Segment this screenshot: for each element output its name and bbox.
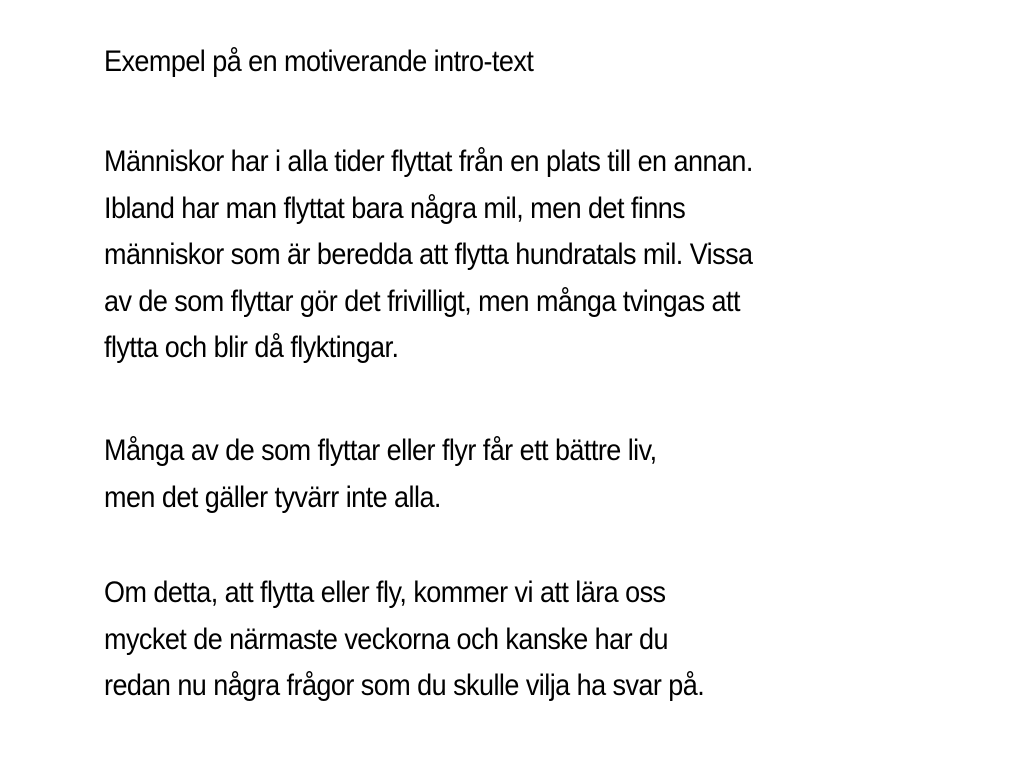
paragraph-line: men det gäller tyvärr inte alla. (104, 480, 441, 514)
paragraph-line: Många av de som flyttar eller flyr får ett bättre liv, (104, 434, 657, 467)
paragraph-line: mycket de närmaste veckorna och kanske har du (104, 622, 669, 656)
paragraph-line: Ibland har man flyttat bara några mil, men det finns (104, 191, 686, 225)
paragraph-line: Människor har i alla tider flyttat från en plats till en annan. (104, 145, 753, 178)
paragraph-1 (104, 139, 753, 372)
paragraph-line: av de som flyttar gör det frivilligt, men många tvingas att (104, 284, 740, 318)
paragraph-line: människor som är beredda att flytta hundratals mil. Vissa (104, 238, 753, 271)
paragraph-line: redan nu några frågor som du skulle vilja ha svar på. (104, 669, 705, 702)
slide-title: Exempel på en motiverande intro-text (104, 45, 534, 78)
paragraph-3 (104, 570, 704, 710)
paragraph-2 (104, 428, 657, 521)
paragraph-line: flytta och blir då flyktingar. (104, 331, 399, 364)
paragraph-line: Om detta, att flytta eller fly, kommer vi att lära oss (104, 576, 666, 609)
